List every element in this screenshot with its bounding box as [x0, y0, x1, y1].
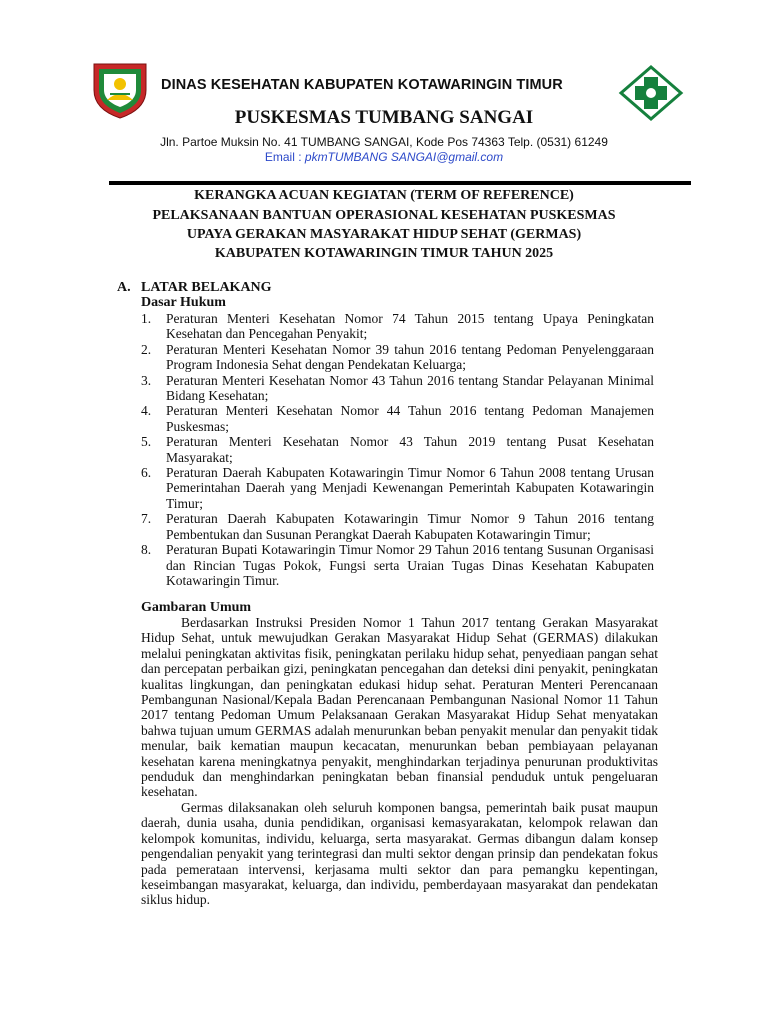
doc-title-line-2: PELAKSANAAN BANTUAN OPERASIONAL KESEHATAN PUSKESMAS — [152, 208, 616, 223]
list-item — [141, 542, 654, 588]
legal-basis-heading: Dasar Hukum — [141, 295, 226, 310]
list-text: Peraturan Menteri Kesehatan Nomor 74 Tahun 2015 tentang Upaya Peningkatan Kesehatan dan Pencegahan Penyakit; — [166, 311, 654, 342]
list-text: Peraturan Daerah Kabupaten Kotawaringin Timur Nomor 6 Tahun 2008 tentang Urusan Pemerintahan Daerah yang Menjadi Kewenangan Pemerintah Kabupaten Kotawaringin Timur; — [166, 465, 654, 511]
email-label: Email : — [264, 150, 305, 164]
address-line: Jln. Partoe Muksin No. 41 TUMBANG SANGAI, Kode Pos 74363 Telp. (0531) 61249 — [160, 135, 608, 149]
list-text: Peraturan Menteri Kesehatan Nomor 44 Tahun 2016 tentang Pedoman Manajemen Puskesmas; — [166, 403, 654, 434]
list-text: Peraturan Menteri Kesehatan Nomor 39 tahun 2016 tentang Pedoman Penyelenggaraan Program Indonesia Sehat dengan Pendekatan Keluarga; — [166, 341, 654, 373]
legal-basis-list — [141, 311, 654, 588]
doc-title-line-1: KERANGKA ACUAN KEGIATAN (TERM OF REFERENCE) — [194, 188, 574, 203]
health-cross-emblem-icon — [617, 65, 685, 121]
section-title: LATAR BELAKANG — [141, 280, 272, 295]
list-number: 7. — [141, 511, 152, 527]
list-item — [141, 511, 654, 542]
list-text: Peraturan Menteri Kesehatan Nomor 43 Tahun 2016 tentang Standar Pelayanan Minimal Bidang Kesehatan; — [166, 372, 654, 404]
list-text: Peraturan Daerah Kabupaten Kotawaringin Timur Nomor 9 Tahun 2016 tentang Pembentukan dan Susunan Perangkat Daerah Kabupaten Kotawaringin Timur; — [166, 511, 654, 542]
list-item — [141, 403, 654, 434]
list-item — [141, 373, 654, 404]
list-number: 5. — [141, 434, 152, 450]
list-number: 1. — [141, 311, 152, 326]
section-letter: A. — [117, 280, 131, 295]
list-number: 6. — [141, 465, 152, 481]
email-line — [0, 150, 768, 164]
doc-title-line-4: KABUPATEN KOTAWARINGIN TIMUR TAHUN 2025 — [214, 246, 554, 261]
list-item — [141, 465, 654, 511]
puskesmas-name: PUSKESMAS TUMBANG SANGAI — [234, 107, 534, 128]
overview-paragraph-2: Germas dilaksanakan oleh seluruh komponen bangsa, pemerintah baik pusat maupun daerah, dunia usaha, dunia pendidikan, organisasi kemasyarakatan, kelompok relawan dan kelompok komunitas, individu, keluarga, serta masyarakat. Germas dibangun dalam konsep pengendalian penyakit yang terintegrasi dan multi sektor dengan prinsip dan pendekatan fokus pada pemerataan intervensi, kerjasama multi sektor dan para pemangku kepentingan, keseimbangan masyarakat, keluarga, dan individu, pemberdayaan masyarakat dan pendekatan siklus hidup. — [141, 800, 658, 908]
list-number: 4. — [141, 403, 152, 419]
list-text: Peraturan Menteri Kesehatan Nomor 43 Tahun 2019 tentang Pusat Kesehatan Masyarakat; — [166, 434, 654, 465]
list-number: 2. — [141, 341, 152, 357]
section-a-heading — [117, 280, 272, 296]
list-item — [141, 342, 654, 373]
list-text: Peraturan Bupati Kotawaringin Timur Nomor 29 Tahun 2016 tentang Susunan Organisasi dan Rincian Tugas Pokok, Fungsi serta Uraian Tugas Dinas Kesehatan Kabupaten Kotawaringin Timur. — [166, 542, 654, 588]
doc-title-line-3: UPAYA GERAKAN MASYARAKAT HIDUP SEHAT (GERMAS) — [186, 227, 582, 242]
list-item — [141, 311, 654, 342]
overview-paragraph-1: Berdasarkan Instruksi Presiden Nomor 1 Tahun 2017 tentang Gerakan Masyarakat Hidup Sehat, untuk mewujudkan Gerakan Masyarakat Hidup Sehat (GERMAS) dilakukan melalui peningkatan aktivitas fisik, peningkatan perilaku hidup sehat, penyediaan pangan sehat dan percepatan perbaikan gizi, peningkatan pencegahan dan deteksi dini penyakit, peningkatan kualitas lingkungan, dan peningkatan edukasi hidup sehat. Peraturan Menteri Perencanaan Pembangunan Nasional/Kepala Badan Perencanaan Pembangunan Nasional Nomor 11 Tahun 2017 tentang Pedoman Umum Pelaksanaan Gerakan Masyarakat Hidup Sehat menyatakan bahwa tujuan umum GERMAS adalah menurunkan beban penyakit menular dan penyakit tidak menular, baik kematian maupun kecacatan, menurunkan beban pembiayaan pelayanan kesehatan karena meningkatnya penyakit, menghindarkan terjadinya penurunan produktivitas penduduk dan menghindarkan peningkatan beban finansial penduduk untuk pengeluaran kesehatan. — [141, 615, 658, 800]
agency-name: DINAS KESEHATAN KABUPATEN KOTAWARINGIN TIMUR — [161, 77, 563, 93]
email-link[interactable]: pkmTUMBANG SANGAI@gmail.com — [304, 150, 504, 164]
overview-heading: Gambaran Umum — [141, 600, 252, 615]
list-number: 8. — [141, 542, 152, 558]
list-item — [141, 434, 654, 465]
header-divider — [109, 181, 691, 185]
list-number: 3. — [141, 372, 152, 388]
